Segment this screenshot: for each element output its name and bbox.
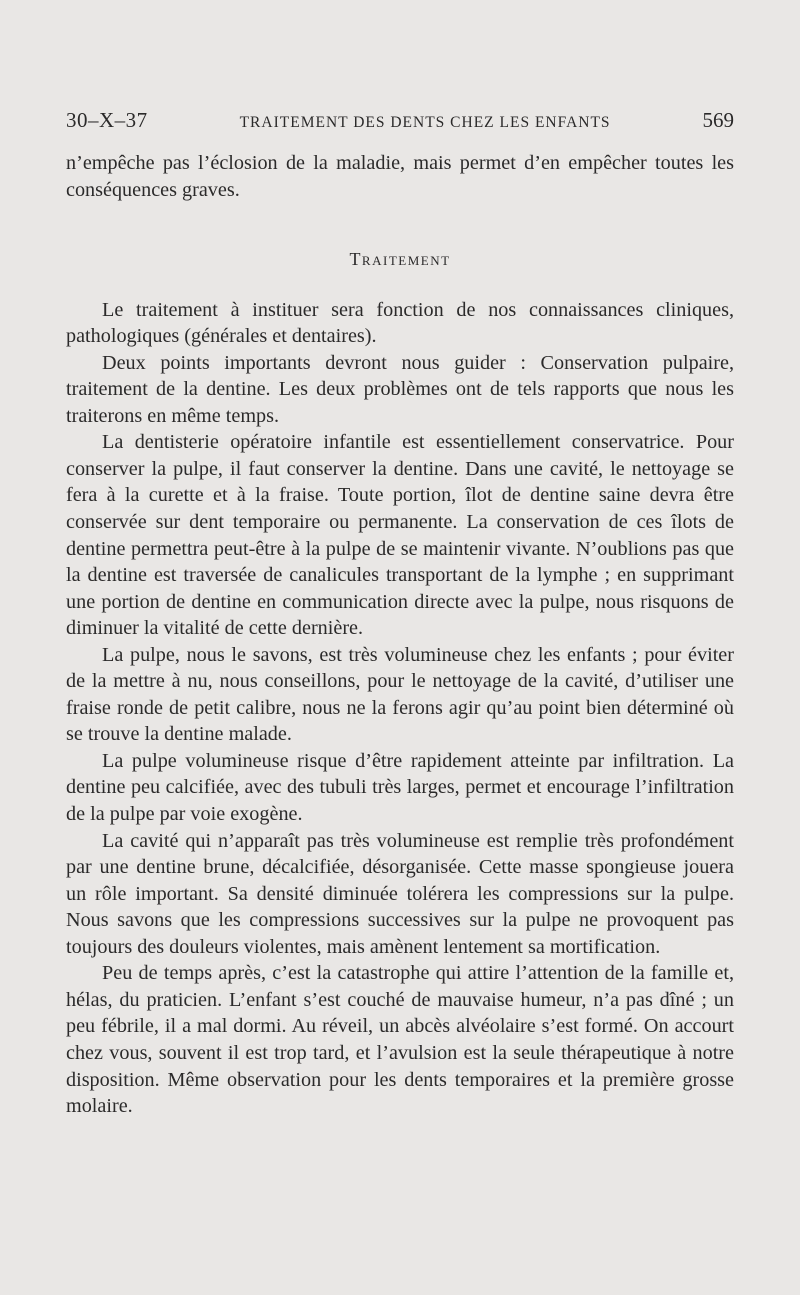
paragraph-7: Peu de temps après, c’est la catastrophe qui attire l’attention de la famille et, hélas, du praticien. L’enfant s’est couché de mauvaise humeur, n’a pas dîné ; un peu fébrile, il a mal dormi. Au réveil, un abcès alvéolaire s’est formé. On accourt chez vous, souvent il est trop tard, et l’avulsion est la seule thérapeutique à notre disposition. Même observation pour les dents temporaires et la première grosse molaire.	[66, 962, 734, 1118]
paragraph-5: La pulpe volumineuse risque d’être rapidement atteinte par infiltration. La dentine peu calcifiée, avec des tubuli très larges, permet et encourage l’infiltration de la pulpe par voie exogène.	[66, 749, 734, 826]
paragraph-2: Deux points importants devront nous guider : Conservation pulpaire, traitement de la dentine. Les deux problèmes ont de tels rapports que nous les traiterons en même temps.	[66, 351, 734, 427]
paragraph-3: La dentisterie opératoire infantile est essentiellement conservatrice. Pour conserver la pulpe, il faut conserver la dentine. Dans une cavité, le nettoyage se fera à la curette et à la fraise. Toute portion, îlot de dentine saine devra être conservée sur dent temporaire ou permanente. La conservation de ces îlots de dentine permettra peut-être à la pulpe de se maintenir vivante. N’oublions pas que la dentine est traversée de canalicules transportant de la lymphe ; en supprimant une portion de dentine en communication directe avec la pulpe, nous risquons de diminuer la vitalité de cette dernière.	[66, 431, 734, 640]
paragraph-1: Le traitement à instituer sera fonction de nos connaissances cliniques, pathologiques (générales et dentaires).	[66, 298, 734, 348]
header-date: 30–X–37	[66, 108, 148, 132]
page-number: 569	[702, 108, 734, 132]
paragraph-4: La pulpe, nous le savons, est très volumineuse chez les enfants ; pour éviter de la mettre à nu, nous conseillons, pour le nettoyage de la cavité, d’utiliser une fraise ronde de petit calibre, nous ne la ferons agir qu’au point bien déterminé où se trouve la dentine malade.	[66, 643, 734, 746]
section-title: Traitement	[349, 249, 451, 270]
header-title: TRAITEMENT DES DENTS CHEZ LES ENFANTS	[239, 114, 611, 131]
page-body	[66, 150, 734, 1120]
paragraph-6: La cavité qui n’apparaît pas très volumineuse est remplie très profondément par une dentine brune, décalcifiée, désorganisée. Cette masse spongieuse jouera un rôle important. Sa densité diminuée tolérera les compressions sur la pulpe. Nous savons que les compressions successives sur la pulpe ne provoquent pas toujours des douleurs violentes, mais amènent lentement sa mortification.	[66, 829, 734, 958]
running-header	[66, 108, 734, 138]
intro-paragraph: n’empêche pas l’éclosion de la maladie, mais permet d’en empêcher toutes les conséquences graves.	[66, 152, 734, 201]
